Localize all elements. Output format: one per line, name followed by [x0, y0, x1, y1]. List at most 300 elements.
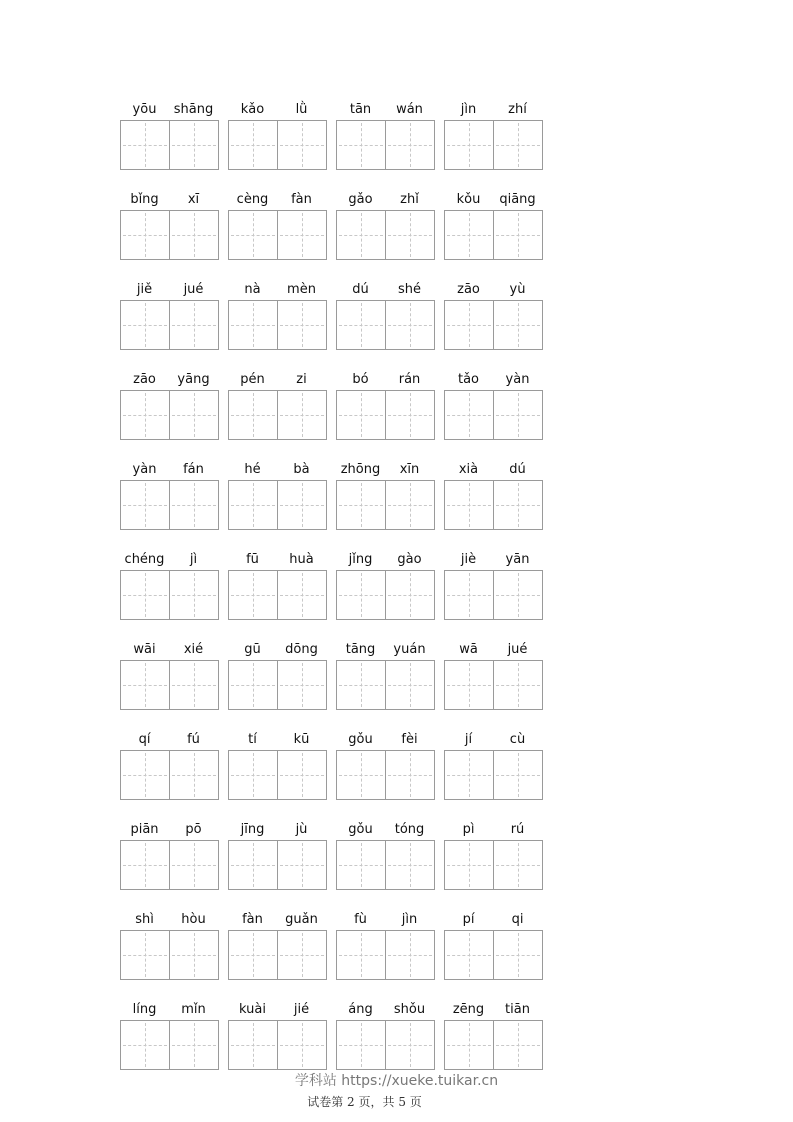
tianzige-pair	[336, 750, 435, 800]
pinyin-pair	[120, 911, 219, 930]
pinyin-label: rú	[510, 822, 525, 837]
pinyin-label: yù	[509, 282, 526, 297]
writing-cell[interactable]	[121, 481, 169, 529]
writing-cell[interactable]	[277, 391, 326, 439]
pinyin-pair	[228, 821, 327, 840]
pinyin-label: bà	[293, 462, 310, 477]
pinyin-label: jiè	[460, 552, 477, 567]
word-block	[120, 1001, 219, 1070]
pinyin-pair	[444, 371, 543, 390]
word-block	[444, 101, 543, 170]
word-block	[336, 101, 435, 170]
pinyin-label: líng	[132, 1002, 157, 1017]
word-block	[336, 191, 435, 260]
writing-cell[interactable]	[121, 391, 169, 439]
writing-cell[interactable]	[121, 841, 169, 889]
pinyin-label: chéng	[124, 552, 165, 567]
pinyin-pair	[444, 731, 543, 750]
pinyin-label: mèn	[287, 282, 316, 297]
writing-cell[interactable]	[385, 661, 434, 709]
tianzige-pair	[228, 480, 327, 530]
pinyin-pair	[336, 461, 435, 480]
writing-cell[interactable]	[229, 661, 277, 709]
tianzige-pair	[228, 390, 327, 440]
pinyin-label: huà	[289, 552, 314, 567]
pinyin-label: xī	[187, 192, 200, 207]
pinyin-pair	[336, 731, 435, 750]
writing-cell[interactable]	[121, 301, 169, 349]
pinyin-pair	[228, 191, 327, 210]
word-block	[444, 281, 543, 350]
pinyin-pair	[336, 101, 435, 120]
writing-cell[interactable]	[493, 841, 542, 889]
writing-cell[interactable]	[229, 931, 277, 979]
pinyin-pair	[336, 821, 435, 840]
writing-cell[interactable]	[385, 841, 434, 889]
pinyin-label: zhǐ	[400, 192, 419, 207]
pinyin-label: zhí	[508, 102, 527, 117]
pinyin-pair	[228, 911, 327, 930]
writing-cell[interactable]	[277, 841, 326, 889]
writing-cell[interactable]	[121, 751, 169, 799]
writing-cell[interactable]	[277, 121, 326, 169]
pinyin-pair	[120, 641, 219, 660]
word-block	[444, 911, 543, 980]
watermark-text: 学科站 https://xueke.tuikar.cn	[294, 1073, 499, 1089]
pinyin-label: tiān	[505, 1002, 530, 1017]
tianzige-pair	[444, 660, 543, 710]
pinyin-label: nà	[244, 282, 261, 297]
writing-cell[interactable]	[445, 1021, 493, 1069]
writing-cell[interactable]	[169, 661, 218, 709]
pinyin-label: xié	[183, 642, 204, 657]
writing-cell[interactable]	[121, 661, 169, 709]
writing-cell[interactable]	[169, 391, 218, 439]
tianzige-pair	[120, 930, 219, 980]
tianzige-pair	[120, 1020, 219, 1070]
pinyin-label: wā	[459, 642, 478, 657]
pinyin-label: kǒu	[456, 192, 481, 207]
tianzige-pair	[444, 570, 543, 620]
pinyin-pair	[120, 821, 219, 840]
tianzige-pair	[120, 660, 219, 710]
pinyin-label: tǎo	[457, 372, 480, 387]
word-block	[120, 731, 219, 800]
word-block	[228, 641, 327, 710]
pinyin-pair	[336, 281, 435, 300]
word-block	[336, 1001, 435, 1070]
pinyin-pair	[336, 1001, 435, 1020]
pinyin-pair	[444, 641, 543, 660]
pinyin-pair	[120, 1001, 219, 1020]
pinyin-label: jìn	[401, 912, 418, 927]
writing-cell[interactable]	[337, 391, 385, 439]
pinyin-label: mǐn	[181, 1002, 206, 1017]
pinyin-pair	[444, 281, 543, 300]
writing-cell[interactable]	[229, 391, 277, 439]
word-block	[336, 911, 435, 980]
pinyin-label: gào	[397, 552, 422, 567]
writing-cell[interactable]	[169, 481, 218, 529]
pinyin-pair	[336, 551, 435, 570]
writing-cell[interactable]	[445, 391, 493, 439]
pinyin-pair	[336, 911, 435, 930]
writing-cell[interactable]	[169, 931, 218, 979]
pinyin-label: cèng	[236, 192, 269, 207]
tianzige-pair	[120, 480, 219, 530]
writing-cell[interactable]	[229, 211, 277, 259]
pinyin-label: qi	[511, 912, 524, 927]
writing-cell[interactable]	[277, 211, 326, 259]
writing-cell[interactable]	[337, 751, 385, 799]
pinyin-label: hòu	[181, 912, 206, 927]
pinyin-label: yuán	[393, 642, 426, 657]
writing-cell[interactable]	[385, 481, 434, 529]
word-block	[444, 821, 543, 890]
word-block	[120, 191, 219, 260]
word-block	[120, 371, 219, 440]
pinyin-label: jì	[189, 552, 198, 567]
pinyin-pair	[444, 191, 543, 210]
tianzige-pair	[228, 930, 327, 980]
writing-cell[interactable]	[445, 121, 493, 169]
writing-cell[interactable]	[121, 931, 169, 979]
writing-cell[interactable]	[169, 1021, 218, 1069]
word-block	[228, 191, 327, 260]
pinyin-pair	[336, 641, 435, 660]
tianzige-pair	[120, 120, 219, 170]
pinyin-label: jīng	[240, 822, 265, 837]
writing-cell[interactable]	[229, 301, 277, 349]
tianzige-pair	[336, 840, 435, 890]
pinyin-label: kū	[293, 732, 310, 747]
tianzige-pair	[444, 300, 543, 350]
page-footer	[0, 1070, 793, 1107]
writing-cell[interactable]	[385, 571, 434, 619]
tianzige-pair	[444, 750, 543, 800]
pinyin-pair	[120, 551, 219, 570]
pinyin-label: dōng	[285, 642, 318, 657]
writing-cell[interactable]	[445, 931, 493, 979]
word-block	[120, 551, 219, 620]
writing-cell[interactable]	[169, 211, 218, 259]
pinyin-label: shé	[397, 282, 421, 297]
writing-cell[interactable]	[121, 571, 169, 619]
pinyin-label: áng	[348, 1002, 373, 1017]
pinyin-label: qí	[138, 732, 151, 747]
pinyin-pair	[444, 461, 543, 480]
pinyin-pair	[336, 191, 435, 210]
pinyin-label: zēng	[452, 1002, 485, 1017]
writing-cell[interactable]	[277, 931, 326, 979]
tianzige-pair	[120, 300, 219, 350]
writing-cell[interactable]	[169, 841, 218, 889]
word-row	[120, 551, 543, 620]
word-block	[336, 281, 435, 350]
writing-cell[interactable]	[493, 1021, 542, 1069]
writing-cell[interactable]	[445, 481, 493, 529]
pinyin-pair	[444, 1001, 543, 1020]
tianzige-pair	[336, 660, 435, 710]
pinyin-label: lǜ	[295, 102, 308, 117]
writing-cell[interactable]	[493, 661, 542, 709]
word-block	[228, 461, 327, 530]
pinyin-label: fèi	[401, 732, 418, 747]
pinyin-label: pō	[185, 822, 202, 837]
pinyin-label: gǒu	[348, 732, 373, 747]
tianzige-pair	[336, 480, 435, 530]
pinyin-label: gǎo	[348, 192, 373, 207]
pinyin-label: kǎo	[240, 102, 265, 117]
word-block	[336, 731, 435, 800]
writing-cell[interactable]	[493, 931, 542, 979]
tianzige-pair	[444, 390, 543, 440]
pinyin-label: fàn	[291, 192, 312, 207]
writing-cell[interactable]	[229, 841, 277, 889]
writing-cell[interactable]	[385, 391, 434, 439]
writing-cell[interactable]	[337, 481, 385, 529]
pinyin-label: jiě	[136, 282, 153, 297]
pinyin-label: bǐng	[130, 192, 159, 207]
writing-cell[interactable]	[121, 1021, 169, 1069]
pinyin-label: pì	[462, 822, 475, 837]
word-row	[120, 731, 543, 800]
pinyin-label: tóng	[394, 822, 425, 837]
word-block	[120, 101, 219, 170]
word-block	[120, 461, 219, 530]
writing-cell[interactable]	[445, 301, 493, 349]
writing-cell[interactable]	[229, 481, 277, 529]
pinyin-pair	[336, 371, 435, 390]
tianzige-pair	[444, 120, 543, 170]
tianzige-pair	[228, 750, 327, 800]
pinyin-label: shāng	[173, 102, 214, 117]
pinyin-pair	[228, 551, 327, 570]
tianzige-pair	[336, 930, 435, 980]
pinyin-label: dú	[352, 282, 369, 297]
writing-cell[interactable]	[493, 751, 542, 799]
writing-cell[interactable]	[337, 931, 385, 979]
writing-cell[interactable]	[337, 571, 385, 619]
tianzige-pair	[228, 1020, 327, 1070]
pinyin-label: pén	[240, 372, 265, 387]
pinyin-pair	[228, 281, 327, 300]
writing-cell[interactable]	[277, 661, 326, 709]
pinyin-pair	[444, 821, 543, 840]
pinyin-label: jué	[507, 642, 528, 657]
writing-cell[interactable]	[385, 751, 434, 799]
pinyin-pair	[228, 371, 327, 390]
pinyin-label: zāo	[457, 282, 480, 297]
word-block	[336, 821, 435, 890]
pinyin-label: xīn	[399, 462, 420, 477]
pinyin-label: jué	[183, 282, 204, 297]
word-block	[336, 371, 435, 440]
pinyin-label: zāo	[133, 372, 156, 387]
writing-cell[interactable]	[229, 121, 277, 169]
word-row	[120, 911, 543, 980]
writing-cell[interactable]	[277, 751, 326, 799]
pinyin-label: fū	[246, 552, 259, 567]
writing-cell[interactable]	[385, 121, 434, 169]
pinyin-label: jìn	[460, 102, 477, 117]
word-block	[336, 461, 435, 530]
pinyin-label: yān	[505, 552, 530, 567]
word-row	[120, 371, 543, 440]
pinyin-label: yōu	[132, 102, 157, 117]
word-block	[336, 551, 435, 620]
writing-cell[interactable]	[337, 211, 385, 259]
pinyin-pair	[120, 731, 219, 750]
writing-cell[interactable]	[493, 391, 542, 439]
writing-cell[interactable]	[169, 571, 218, 619]
tianzige-pair	[120, 840, 219, 890]
writing-cell[interactable]	[277, 1021, 326, 1069]
word-block	[444, 461, 543, 530]
tianzige-pair	[336, 210, 435, 260]
pinyin-label: wán	[396, 102, 423, 117]
pinyin-pair	[228, 641, 327, 660]
tianzige-pair	[228, 120, 327, 170]
writing-cell[interactable]	[169, 301, 218, 349]
writing-cell[interactable]	[385, 301, 434, 349]
writing-cell[interactable]	[337, 121, 385, 169]
writing-cell[interactable]	[277, 481, 326, 529]
pinyin-pair	[228, 731, 327, 750]
pinyin-label: shì	[135, 912, 154, 927]
pinyin-label: tān	[349, 102, 372, 117]
pinyin-label: zhōng	[340, 462, 381, 477]
writing-cell[interactable]	[445, 211, 493, 259]
writing-cell[interactable]	[169, 121, 218, 169]
pinyin-label: cù	[509, 732, 526, 747]
writing-cell[interactable]	[337, 661, 385, 709]
pinyin-label: jí	[464, 732, 473, 747]
pinyin-pair	[120, 371, 219, 390]
tianzige-pair	[120, 570, 219, 620]
pinyin-pair	[120, 281, 219, 300]
writing-cell[interactable]	[337, 841, 385, 889]
word-block	[444, 551, 543, 620]
tianzige-pair	[444, 480, 543, 530]
pinyin-label: fàn	[242, 912, 263, 927]
writing-cell[interactable]	[445, 841, 493, 889]
word-block	[228, 821, 327, 890]
word-block	[228, 911, 327, 980]
tianzige-pair	[120, 390, 219, 440]
writing-cell[interactable]	[445, 751, 493, 799]
writing-cell[interactable]	[493, 481, 542, 529]
pinyin-label: jié	[293, 1002, 310, 1017]
pinyin-label: jù	[295, 822, 308, 837]
pinyin-label: gǒu	[348, 822, 373, 837]
pinyin-pair	[444, 101, 543, 120]
pinyin-label: fù	[354, 912, 367, 927]
tianzige-pair	[228, 660, 327, 710]
tianzige-pair	[228, 840, 327, 890]
tianzige-pair	[444, 840, 543, 890]
writing-cell[interactable]	[337, 1021, 385, 1069]
writing-cell[interactable]	[385, 1021, 434, 1069]
word-row	[120, 1001, 543, 1070]
pinyin-label: bó	[352, 372, 369, 387]
pinyin-label: tí	[248, 732, 257, 747]
pinyin-label: jǐng	[348, 552, 373, 567]
writing-cell[interactable]	[229, 571, 277, 619]
word-block	[444, 371, 543, 440]
word-block	[444, 641, 543, 710]
word-row	[120, 281, 543, 350]
pinyin-label: tāng	[345, 642, 376, 657]
pinyin-label: yàn	[505, 372, 530, 387]
page-number: 试卷第 2 页，共 5 页	[307, 1095, 422, 1109]
word-block	[228, 371, 327, 440]
writing-cell[interactable]	[493, 301, 542, 349]
writing-cell[interactable]	[385, 211, 434, 259]
word-block	[120, 281, 219, 350]
writing-cell[interactable]	[445, 661, 493, 709]
word-row	[120, 821, 543, 890]
pinyin-pair	[120, 461, 219, 480]
word-block	[444, 191, 543, 260]
word-block	[444, 731, 543, 800]
word-block	[228, 281, 327, 350]
pinyin-pair	[444, 551, 543, 570]
writing-cell[interactable]	[493, 571, 542, 619]
writing-cell[interactable]	[385, 931, 434, 979]
pinyin-label: gū	[244, 642, 261, 657]
tianzige-pair	[336, 570, 435, 620]
tianzige-pair	[120, 750, 219, 800]
writing-cell[interactable]	[169, 751, 218, 799]
word-row	[120, 641, 543, 710]
pinyin-label: piān	[130, 822, 159, 837]
pinyin-label: guǎn	[285, 912, 318, 927]
writing-cell[interactable]	[229, 751, 277, 799]
pinyin-label: fú	[187, 732, 200, 747]
writing-cell[interactable]	[445, 571, 493, 619]
tianzige-pair	[336, 120, 435, 170]
pinyin-label: fán	[183, 462, 204, 477]
word-row	[120, 101, 543, 170]
pinyin-pair	[444, 911, 543, 930]
tianzige-pair	[444, 1020, 543, 1070]
tianzige-pair	[336, 300, 435, 350]
writing-cell[interactable]	[337, 301, 385, 349]
pinyin-label: shǒu	[393, 1002, 426, 1017]
pinyin-label: qiāng	[499, 192, 536, 207]
word-block	[120, 641, 219, 710]
writing-cell[interactable]	[121, 211, 169, 259]
writing-cell[interactable]	[277, 571, 326, 619]
writing-cell[interactable]	[121, 121, 169, 169]
word-row	[120, 461, 543, 530]
writing-cell[interactable]	[493, 121, 542, 169]
tianzige-pair	[228, 210, 327, 260]
tianzige-pair	[444, 930, 543, 980]
pinyin-label: hé	[244, 462, 261, 477]
word-block	[228, 551, 327, 620]
word-block	[120, 911, 219, 980]
pinyin-label: wāi	[133, 642, 156, 657]
writing-cell[interactable]	[229, 1021, 277, 1069]
word-block	[336, 641, 435, 710]
pinyin-label: yàn	[132, 462, 157, 477]
pinyin-label: rán	[398, 372, 421, 387]
word-block	[228, 731, 327, 800]
writing-cell[interactable]	[277, 301, 326, 349]
writing-cell[interactable]	[493, 211, 542, 259]
